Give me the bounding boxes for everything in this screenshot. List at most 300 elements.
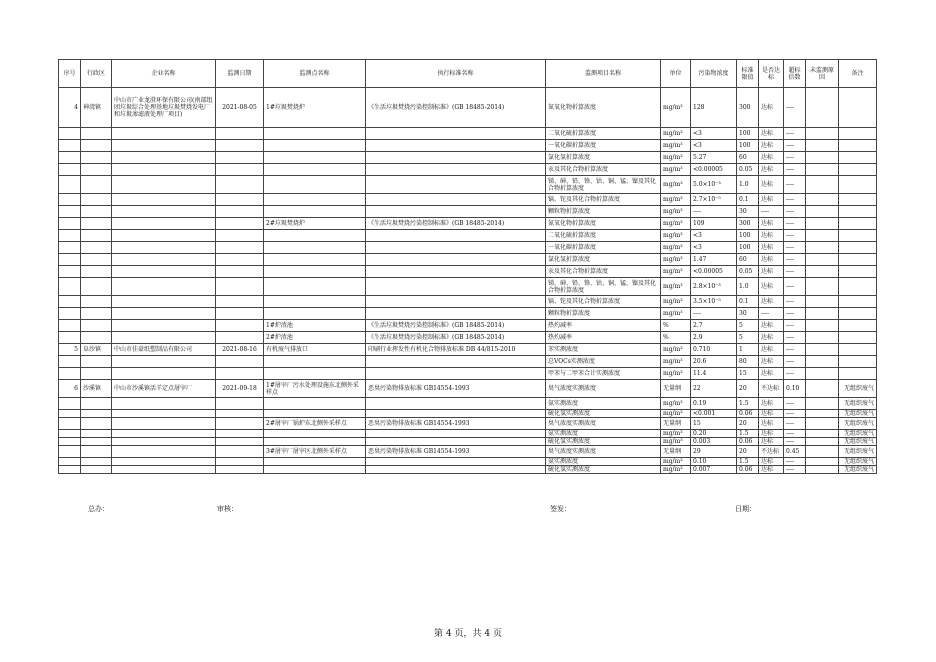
- table-cell: [81, 368, 112, 380]
- table-cell: 氨实测浓度: [546, 430, 661, 438]
- table-cell: 氨实测浓度: [546, 398, 661, 410]
- table-cell: 恶臭污染物排放标准 GB14554-1993: [366, 446, 546, 458]
- table-cell: 0.007: [691, 466, 737, 474]
- table-cell: [366, 356, 546, 368]
- table-cell: 2021-08-16: [216, 344, 264, 356]
- table-cell: 0.05: [737, 266, 759, 278]
- table-cell: [81, 398, 112, 410]
- table-row: [59, 356, 877, 368]
- table-cell: [839, 320, 877, 332]
- table-cell: [59, 430, 81, 438]
- table-cell: [806, 176, 839, 194]
- table-cell: 100: [737, 230, 759, 242]
- table-cell: 300: [737, 218, 759, 230]
- table-cell: 《生活垃圾焚烧污染控制标准》(GB 18485-2014): [366, 218, 546, 230]
- table-cell: 20.6: [691, 356, 737, 368]
- table-cell: 《生活垃圾焚烧污染控制标准》(GB 18485-2014): [366, 88, 546, 128]
- table-cell: [806, 430, 839, 438]
- table-cell: 5: [737, 332, 759, 344]
- table-cell: [806, 320, 839, 332]
- table-cell: [366, 278, 546, 296]
- table-cell: [839, 164, 877, 176]
- table-cell: 一氧化碳折算浓度: [546, 242, 661, 254]
- table-cell: [216, 430, 264, 438]
- table-cell: 颗粒物折算浓度: [546, 308, 661, 320]
- table-cell: [112, 466, 216, 474]
- table-cell: 中山市沙溪镇活羊定点屠宰厂: [112, 380, 216, 398]
- table-cell: 恶臭污染物排放标准 GB14554-1993: [366, 380, 546, 398]
- col-header-remark: 备注: [839, 60, 877, 88]
- table-cell: [839, 254, 877, 266]
- table-cell: [806, 308, 839, 320]
- table-cell: 5.0×10⁻³: [691, 176, 737, 194]
- col-header-company: 企业名称: [112, 60, 216, 88]
- table-cell: [264, 206, 366, 218]
- table-cell: 汞及其化合物折算浓度: [546, 164, 661, 176]
- col-header-date: 监测日期: [216, 60, 264, 88]
- table-cell: ----: [691, 206, 737, 218]
- table-cell: 无量纲: [661, 380, 691, 398]
- table-cell: 不达标: [759, 446, 784, 458]
- table-cell: [366, 266, 546, 278]
- table-cell: [366, 254, 546, 266]
- table-cell: 无组织废气: [839, 458, 877, 466]
- table-cell: [806, 266, 839, 278]
- table-cell: ----: [784, 344, 806, 356]
- table-cell: 无组织废气: [839, 438, 877, 446]
- table-cell: [112, 254, 216, 266]
- table-row: [59, 152, 877, 164]
- table-cell: [112, 368, 216, 380]
- table-cell: <3: [691, 140, 737, 152]
- table-cell: 0.06: [737, 466, 759, 474]
- table-cell: mg/m³: [661, 430, 691, 438]
- table-cell: [839, 278, 877, 296]
- table-cell: ----: [784, 206, 806, 218]
- table-cell: [366, 296, 546, 308]
- table-row: [59, 446, 877, 458]
- table-row: [59, 344, 877, 356]
- table-cell: ----: [784, 356, 806, 368]
- table-cell: [264, 266, 366, 278]
- table-cell: [839, 242, 877, 254]
- table-cell: <0.001: [691, 410, 737, 418]
- footer-issue: 签发：: [550, 505, 571, 513]
- table-cell: 30: [737, 308, 759, 320]
- table-row: [59, 176, 877, 194]
- table-cell: [264, 438, 366, 446]
- table-cell: [264, 152, 366, 164]
- table-cell: [59, 368, 81, 380]
- table-cell: [264, 458, 366, 466]
- table-cell: [216, 128, 264, 140]
- table-cell: [81, 296, 112, 308]
- table-cell: [216, 164, 264, 176]
- table-cell: [59, 152, 81, 164]
- table-cell: 达标: [759, 266, 784, 278]
- table-cell: 无组织废气: [839, 410, 877, 418]
- table-cell: 达标: [759, 218, 784, 230]
- table-cell: [264, 230, 366, 242]
- table-cell: [112, 152, 216, 164]
- table-cell: 硫化氢实测浓度: [546, 410, 661, 418]
- table-cell: ----: [784, 368, 806, 380]
- table-cell: 0.710: [691, 344, 737, 356]
- table-cell: ----: [784, 320, 806, 332]
- table-cell: ----: [784, 266, 806, 278]
- table-row: [59, 206, 877, 218]
- table-cell: 6: [59, 380, 81, 398]
- table-cell: [216, 206, 264, 218]
- table-cell: 锑、砷、铅、铬、钴、铜、锰、镍及其化合物折算浓度: [546, 176, 661, 194]
- table-cell: [216, 410, 264, 418]
- table-cell: [806, 438, 839, 446]
- table-cell: 1#炉渣池: [264, 320, 366, 332]
- table-cell: 《生活垃圾焚烧污染控制标准》(GB 18485-2014): [366, 332, 546, 344]
- table-cell: [216, 266, 264, 278]
- table-cell: 109: [691, 218, 737, 230]
- table-cell: ----: [784, 458, 806, 466]
- table-cell: [216, 254, 264, 266]
- table-cell: mg/m³: [661, 164, 691, 176]
- table-header-row: [59, 60, 877, 88]
- table-cell: mg/m³: [661, 176, 691, 194]
- table-cell: mg/m³: [661, 218, 691, 230]
- table-cell: [264, 368, 366, 380]
- table-cell: [366, 164, 546, 176]
- table-cell: [264, 410, 366, 418]
- table-cell: [264, 308, 366, 320]
- table-cell: [806, 398, 839, 410]
- table-cell: [59, 176, 81, 194]
- table-cell: 3#屠宰厂屠宰区北侧外采样点: [264, 446, 366, 458]
- table-cell: 1.0: [737, 176, 759, 194]
- table-cell: [59, 278, 81, 296]
- table-cell: 0.05: [737, 164, 759, 176]
- table-cell: [81, 254, 112, 266]
- table-cell: 硫化氢实测浓度: [546, 438, 661, 446]
- table-cell: [81, 446, 112, 458]
- table-cell: 达标: [759, 356, 784, 368]
- table-cell: [216, 332, 264, 344]
- table-cell: 15: [691, 418, 737, 430]
- table-row: [59, 398, 877, 410]
- col-header-point: 监测点名称: [264, 60, 366, 88]
- table-cell: [112, 266, 216, 278]
- table-cell: [264, 278, 366, 296]
- table-cell: [59, 458, 81, 466]
- table-cell: [839, 230, 877, 242]
- table-cell: [112, 140, 216, 152]
- table-cell: ----: [784, 194, 806, 206]
- table-cell: [216, 242, 264, 254]
- col-header-limit: 标准限值: [737, 60, 759, 88]
- table-cell: 臭气浓度实测浓度: [546, 418, 661, 430]
- table-cell: [366, 176, 546, 194]
- table-cell: 22: [691, 380, 737, 398]
- table-cell: 5: [59, 344, 81, 356]
- table-cell: [264, 254, 366, 266]
- table-row: [59, 164, 877, 176]
- table-cell: ----: [784, 254, 806, 266]
- table-cell: [806, 458, 839, 466]
- table-cell: 中山市广业龙澄环保有限公司(南部组团垃圾综合处理基地垃圾焚烧发电厂和垃圾渗滤液处理厂项目): [112, 88, 216, 128]
- table-cell: 0.45: [784, 446, 806, 458]
- table-cell: [839, 296, 877, 308]
- table-cell: [81, 206, 112, 218]
- table-cell: ----: [784, 332, 806, 344]
- table-cell: [839, 152, 877, 164]
- table-cell: [59, 164, 81, 176]
- table-cell: 氯化氢折算浓度: [546, 152, 661, 164]
- table-cell: 0.06: [737, 438, 759, 446]
- table-cell: mg/m³: [661, 438, 691, 446]
- table-cell: [806, 128, 839, 140]
- table-cell: 1.5: [737, 458, 759, 466]
- table-cell: 128: [691, 88, 737, 128]
- table-cell: [216, 458, 264, 466]
- table-cell: [216, 176, 264, 194]
- table-cell: [59, 218, 81, 230]
- table-cell: 恶臭污染物排放标准 GB14554-1993: [366, 418, 546, 430]
- table-row: [59, 380, 877, 398]
- table-cell: 汞及其化合物折算浓度: [546, 266, 661, 278]
- table-cell: [59, 206, 81, 218]
- table-cell: [264, 430, 366, 438]
- table-cell: 达标: [759, 254, 784, 266]
- table-row: [59, 278, 877, 296]
- table-cell: [112, 230, 216, 242]
- table-cell: mg/m³: [661, 344, 691, 356]
- table-cell: 0.06: [737, 410, 759, 418]
- table-cell: 有机废气排放口: [264, 344, 366, 356]
- table-cell: [839, 344, 877, 356]
- table-cell: <0.00005: [691, 164, 737, 176]
- table-cell: ----: [784, 278, 806, 296]
- table-cell: 5: [737, 320, 759, 332]
- table-row: [59, 308, 877, 320]
- table-cell: 一氧化碳折算浓度: [546, 140, 661, 152]
- table-cell: [216, 446, 264, 458]
- table-cell: [59, 140, 81, 152]
- table-cell: [806, 206, 839, 218]
- table-cell: 达标: [759, 344, 784, 356]
- table-cell: ----: [784, 140, 806, 152]
- table-cell: 二氧化硫折算浓度: [546, 230, 661, 242]
- table-cell: [806, 446, 839, 458]
- table-cell: [366, 140, 546, 152]
- col-header-item: 监测项目名称: [546, 60, 661, 88]
- table-cell: [366, 438, 546, 446]
- table-cell: [216, 140, 264, 152]
- table-cell: 达标: [759, 88, 784, 128]
- col-header-concentration: 污染物浓度: [691, 60, 737, 88]
- table-cell: 20: [737, 380, 759, 398]
- table-cell: [216, 320, 264, 332]
- table-cell: 无组织废气: [839, 398, 877, 410]
- table-cell: 中山市佳豪纸塑制品有限公司: [112, 344, 216, 356]
- table-cell: [366, 206, 546, 218]
- table-cell: mg/m³: [661, 128, 691, 140]
- table-cell: 5.27: [691, 152, 737, 164]
- table-cell: 臭气浓度实测浓度: [546, 446, 661, 458]
- table-cell: [59, 230, 81, 242]
- table-cell: [806, 332, 839, 344]
- monitoring-report-sheet: [58, 59, 876, 474]
- table-cell: mg/m³: [661, 152, 691, 164]
- table-cell: 甲苯与二甲苯合计实测浓度: [546, 368, 661, 380]
- table-cell: [366, 230, 546, 242]
- table-cell: [112, 410, 216, 418]
- table-cell: [216, 368, 264, 380]
- table-row: [59, 430, 877, 438]
- col-header-exceed: 超标倍数: [784, 60, 806, 88]
- table-cell: mg/m³: [661, 308, 691, 320]
- table-cell: mg/m³: [661, 398, 691, 410]
- table-cell: mg/m³: [661, 278, 691, 296]
- table-cell: 2.8×10⁻³: [691, 278, 737, 296]
- table-cell: 0.19: [691, 398, 737, 410]
- table-cell: mg/m³: [661, 466, 691, 474]
- table-row: [59, 140, 877, 152]
- table-cell: [839, 218, 877, 230]
- table-cell: [59, 266, 81, 278]
- table-cell: 神湾镇: [81, 88, 112, 128]
- table-cell: 60: [737, 254, 759, 266]
- table-cell: [839, 356, 877, 368]
- table-cell: [59, 308, 81, 320]
- table-cell: mg/m³: [661, 206, 691, 218]
- table-cell: mg/m³: [661, 368, 691, 380]
- table-cell: 2021-09-18: [216, 380, 264, 398]
- table-cell: [112, 164, 216, 176]
- table-cell: 达标: [759, 458, 784, 466]
- table-cell: [216, 230, 264, 242]
- table-cell: [59, 128, 81, 140]
- table-cell: 300: [737, 88, 759, 128]
- table-cell: [806, 356, 839, 368]
- table-cell: [81, 410, 112, 418]
- table-cell: mg/m³: [661, 242, 691, 254]
- table-cell: ----: [784, 410, 806, 418]
- table-cell: [839, 128, 877, 140]
- table-cell: 1#屠宰厂污水处理设施东北侧外采样点: [264, 380, 366, 398]
- table-cell: [264, 176, 366, 194]
- table-cell: [366, 194, 546, 206]
- monitoring-table: [58, 59, 877, 474]
- table-cell: 0.10: [691, 458, 737, 466]
- table-cell: [216, 296, 264, 308]
- table-cell: [112, 356, 216, 368]
- table-cell: 1.47: [691, 254, 737, 266]
- table-cell: ----: [784, 296, 806, 308]
- table-cell: [112, 458, 216, 466]
- table-cell: [264, 164, 366, 176]
- table-cell: %: [661, 320, 691, 332]
- table-cell: 阜沙镇: [81, 344, 112, 356]
- table-cell: [59, 438, 81, 446]
- table-cell: [806, 152, 839, 164]
- table-cell: <3: [691, 242, 737, 254]
- table-cell: [59, 296, 81, 308]
- table-cell: 无组织废气: [839, 446, 877, 458]
- table-cell: 达标: [759, 332, 784, 344]
- table-cell: 达标: [759, 438, 784, 446]
- table-cell: 无量纲: [661, 418, 691, 430]
- table-cell: 80: [737, 356, 759, 368]
- table-cell: 达标: [759, 398, 784, 410]
- table-cell: ----: [784, 430, 806, 438]
- table-cell: 达标: [759, 296, 784, 308]
- table-cell: 2021-08-05: [216, 88, 264, 128]
- table-row: [59, 410, 877, 418]
- table-cell: [839, 176, 877, 194]
- table-cell: 达标: [759, 430, 784, 438]
- table-cell: [81, 308, 112, 320]
- table-cell: 达标: [759, 466, 784, 474]
- table-cell: ----: [784, 230, 806, 242]
- table-cell: [366, 368, 546, 380]
- table-cell: 颗粒物折算浓度: [546, 206, 661, 218]
- footer-date: 日期：: [735, 505, 756, 513]
- table-row: [59, 320, 877, 332]
- table-cell: 沙溪镇: [81, 380, 112, 398]
- table-cell: ----: [784, 398, 806, 410]
- footer-total: 总办：: [88, 505, 109, 513]
- table-cell: [112, 278, 216, 296]
- table-cell: [216, 308, 264, 320]
- table-cell: mg/m³: [661, 194, 691, 206]
- table-cell: [81, 194, 112, 206]
- table-cell: [216, 152, 264, 164]
- col-header-compliance: 是否达标: [759, 60, 784, 88]
- table-cell: [216, 194, 264, 206]
- table-cell: ----: [784, 164, 806, 176]
- table-cell: 氨实测浓度: [546, 458, 661, 466]
- table-cell: 苯实测浓度: [546, 344, 661, 356]
- table-cell: 0.10: [784, 380, 806, 398]
- table-cell: 1.0: [737, 278, 759, 296]
- table-cell: mg/m³: [661, 266, 691, 278]
- table-cell: [112, 194, 216, 206]
- table-cell: [839, 206, 877, 218]
- table-cell: 热灼减率: [546, 320, 661, 332]
- table-cell: [59, 332, 81, 344]
- table-cell: 2#垃圾焚烧炉: [264, 218, 366, 230]
- table-cell: [216, 398, 264, 410]
- table-cell: 0.1: [737, 194, 759, 206]
- table-row: [59, 128, 877, 140]
- table-cell: 达标: [759, 418, 784, 430]
- table-cell: [81, 266, 112, 278]
- table-cell: [112, 438, 216, 446]
- table-row: [59, 218, 877, 230]
- table-cell: ----: [784, 128, 806, 140]
- table-cell: 达标: [759, 242, 784, 254]
- table-cell: [806, 88, 839, 128]
- table-cell: 100: [737, 128, 759, 140]
- table-cell: [366, 152, 546, 164]
- table-cell: 无量纲: [661, 446, 691, 458]
- table-cell: [806, 410, 839, 418]
- table-cell: [81, 152, 112, 164]
- footer-review: 审核：: [217, 505, 238, 513]
- table-cell: ----: [784, 466, 806, 474]
- table-cell: 100: [737, 140, 759, 152]
- table-cell: [112, 332, 216, 344]
- table-cell: [216, 466, 264, 474]
- table-cell: [806, 466, 839, 474]
